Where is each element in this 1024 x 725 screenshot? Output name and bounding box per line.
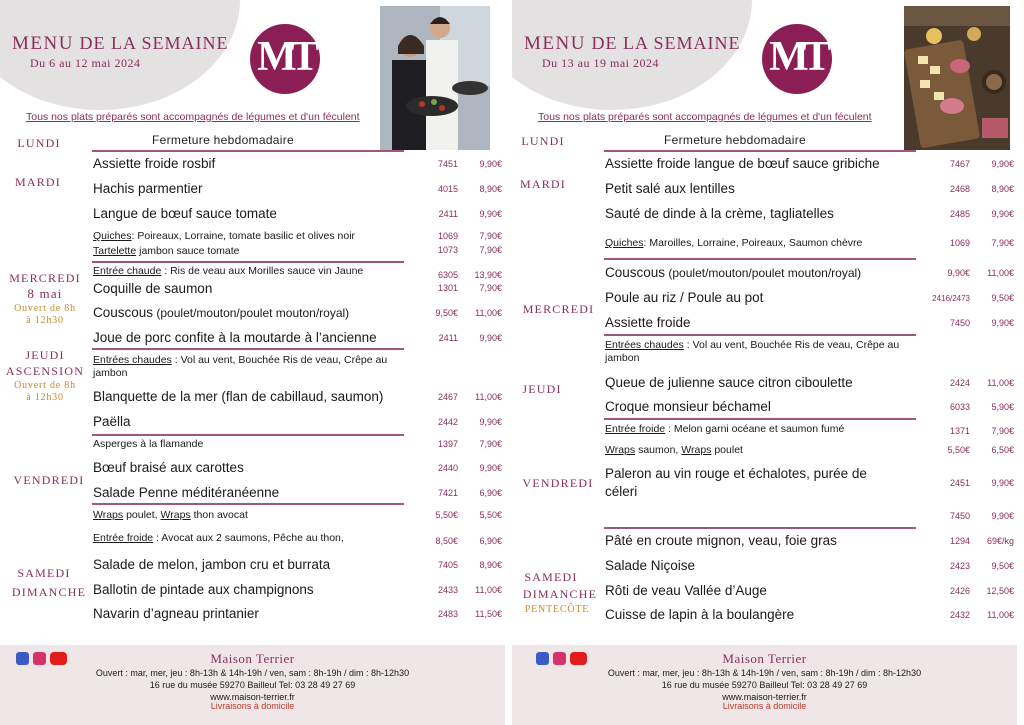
day-vendredi: VENDREDI — [13, 473, 85, 487]
day-separator — [604, 334, 916, 336]
day-mardi: MARDI — [519, 177, 566, 191]
item-price: 9,90€ — [991, 318, 1014, 328]
item-code: 7405 — [437, 560, 458, 570]
menu-item: Cuisse de lapin à la boulangère — [605, 607, 795, 622]
item-price: 11,50€ — [475, 609, 502, 619]
item-price: 6,90€ — [479, 488, 502, 498]
item-code: 1371 — [949, 426, 970, 436]
item-price: 7,90€ — [479, 245, 502, 255]
item-code: 6033 — [949, 402, 970, 412]
header-blob — [0, 0, 240, 110]
item-code: 2442 — [437, 417, 458, 427]
item-code: 2433 — [437, 585, 458, 595]
item-code: 9,50€ — [435, 308, 458, 318]
item-code: 7421 — [437, 488, 458, 498]
day-dimanche: DIMANCHE — [11, 585, 87, 599]
item-price: 8,90€ — [479, 560, 502, 570]
day-separator — [92, 503, 404, 505]
item-code: 2483 — [437, 609, 458, 619]
opening-hours: Ouvert : mar, mer, jeu : 8h-13h & 14h-19h / ven, sam : 8h-19h / dim : 8h-12h30 — [95, 668, 410, 678]
item-price: 7,90€ — [479, 231, 502, 241]
day-mardi: MARDI — [14, 175, 61, 189]
item-price: 9,90€ — [991, 209, 1014, 219]
item-price: 9,50€ — [991, 561, 1014, 571]
item-price: 7,90€ — [479, 283, 502, 293]
day-separator — [604, 527, 916, 529]
item-price: 13,90€ — [474, 270, 502, 280]
item-price: 5,90€ — [991, 402, 1014, 412]
day-jeudi: JEUDI — [522, 382, 562, 396]
item-code: 7451 — [437, 159, 458, 169]
closed-note: Fermeture hebdomadaire — [664, 133, 807, 147]
item-price: 9,50€ — [991, 293, 1014, 303]
item-price: 5,50€ — [479, 510, 502, 520]
menu-item: Asperges à la flamande — [93, 438, 204, 450]
menu-item: Hachis parmentier — [93, 181, 203, 196]
day-note-hours: à 12h30 — [26, 392, 64, 403]
chefs-photo — [380, 6, 490, 150]
address: 16 rue du musée 59270 Bailleul Tel: 03 28 49 27 69 — [149, 680, 356, 690]
menu-item: Ballotin de pintade aux champignons — [93, 582, 314, 597]
day-note-holiday: PENTECÔTE — [524, 604, 590, 615]
menu-item: Wraps saumon, Wraps poulet — [605, 444, 743, 456]
item-price: 69€/kg — [986, 536, 1014, 546]
day-note-hours: à 12h30 — [26, 315, 64, 326]
menu-item: Poule au riz / Poule au pot — [605, 290, 764, 305]
item-price: 9,90€ — [479, 209, 502, 219]
platter-photo — [904, 6, 1010, 150]
item-price: 7,90€ — [479, 439, 502, 449]
day-note-holiday: ASCENSION — [5, 364, 85, 378]
day-dimanche: DIMANCHE — [522, 587, 598, 601]
day-separator — [92, 150, 404, 152]
item-code: 7450 — [949, 511, 970, 521]
menu-item: Entrée froide : Avocat aux 2 saumons, Pêche au thon, — [93, 532, 344, 544]
subtitle-note: Tous nos plats préparés sont accompagnés de légumes et d'un féculent — [26, 111, 360, 123]
logo: MT — [762, 24, 832, 94]
footer — [0, 645, 505, 725]
menu-item: Assiette froide rosbif — [93, 156, 216, 171]
item-code: 2423 — [949, 561, 970, 571]
website-link[interactable]: www.maison-terrier.fr — [722, 692, 807, 702]
header-blob — [512, 0, 752, 110]
day-separator — [92, 348, 404, 350]
footer — [512, 645, 1017, 725]
item-price: 9,90€ — [479, 463, 502, 473]
item-code: 7467 — [949, 159, 970, 169]
day-separator — [604, 150, 916, 152]
day-separator — [92, 261, 404, 263]
brand-name: Maison Terrier — [210, 651, 295, 666]
delivery-note: Livraisons à domicile — [722, 701, 807, 711]
day-jeudi: JEUDI — [25, 348, 65, 362]
day-separator — [92, 434, 404, 436]
day-note-hours: Ouvert de 8h — [14, 380, 76, 391]
menu-item: Salade Penne méditéranéenne — [93, 485, 280, 500]
menu-item: Assiette froide — [605, 315, 691, 330]
menu-item: Wraps poulet, Wraps thon avocat — [93, 509, 248, 521]
menu-item: Blanquette de la mer (flan de cabillaud, saumon) — [93, 389, 384, 404]
opening-hours: Ouvert : mar, mer, jeu : 8h-13h & 14h-19h / ven, sam : 8h-19h / dim : 8h-12h30 — [607, 668, 922, 678]
item-code: 1397 — [437, 439, 458, 449]
menu-dates: Du 6 au 12 mai 2024 — [30, 56, 141, 70]
menu-title: MENU DE LA SEMAINE — [12, 33, 229, 54]
menu-item: Quiches: Poireaux, Lorraine, tomate basilic et olives noir — [93, 230, 356, 242]
item-price: 11,00€ — [475, 392, 502, 402]
item-code: 2467 — [437, 392, 458, 402]
item-code: 1294 — [949, 536, 970, 546]
item-price: 8,90€ — [479, 184, 502, 194]
menu-item: Pâté en croute mignon, veau, foie gras — [605, 533, 837, 548]
menu-item: Entrée chaude : Ris de veau aux Morilles sauce vin Jaune — [93, 265, 364, 277]
website-link[interactable]: www.maison-terrier.fr — [210, 692, 295, 702]
day-samedi: SAMEDI — [524, 570, 578, 584]
day-note-hours: Ouvert de 8h — [14, 303, 76, 314]
item-code: 1301 — [437, 283, 458, 293]
item-price: 7,90€ — [991, 426, 1014, 436]
item-code: 2468 — [949, 184, 970, 194]
menu-item: Couscous (poulet/mouton/poulet mouton/royal) — [605, 265, 862, 280]
item-code: 6305 — [437, 270, 458, 280]
item-code: 2440 — [437, 463, 458, 473]
day-lundi: LUNDI — [17, 136, 61, 150]
day-note-date: 8 mai — [27, 286, 63, 301]
item-code: 1073 — [437, 245, 458, 255]
menu-item: Tartelette jambon sauce tomate — [93, 245, 240, 257]
item-code: 7450 — [949, 318, 970, 328]
item-code: 2424 — [949, 378, 970, 388]
item-price: 9,90€ — [479, 159, 502, 169]
item-price: 6,50€ — [991, 445, 1014, 455]
item-code: 2411 — [438, 209, 458, 219]
menu-dates: Du 13 au 19 mai 2024 — [542, 56, 659, 70]
menu-page-week-1 — [0, 0, 505, 725]
item-price: 7,90€ — [991, 238, 1014, 248]
menu-item: Bœuf braisé aux carottes — [93, 460, 244, 475]
day-vendredi: VENDREDI — [522, 476, 594, 490]
item-price: 12,50€ — [986, 586, 1014, 596]
item-code: 9,90€ — [947, 268, 970, 278]
menu-item: Quiches: Maroilles, Lorraine, Poireaux, Saumon chèvre — [605, 237, 863, 249]
menu-title: MENU DE LA SEMAINE — [524, 33, 741, 54]
menu-item: Croque monsieur béchamel — [605, 399, 771, 414]
item-price: 9,90€ — [991, 159, 1014, 169]
item-code: 1069 — [949, 238, 970, 248]
day-mercredi: MERCREDI — [9, 271, 81, 285]
day-samedi: SAMEDI — [17, 566, 71, 580]
menu-item: Entrée froide : Melon garni océane et saumon fumé — [605, 423, 845, 435]
menu-item: Paleron au vin rouge et échalotes, purée de céleri — [605, 466, 867, 499]
day-mercredi: MERCREDI — [522, 302, 595, 316]
menu-item: Langue de bœuf sauce tomate — [93, 206, 277, 221]
menu-item: Entrées chaudes : Vol au vent, Bouchée Ris de veau, Crêpe au jambon — [605, 339, 900, 364]
menu-item: Salade Niçoise — [605, 558, 696, 573]
item-code: 1069 — [437, 231, 458, 241]
day-lundi: LUNDI — [521, 134, 565, 148]
delivery-note: Livraisons à domicile — [210, 701, 295, 711]
item-code: 2426 — [949, 586, 970, 596]
item-price: 11,00€ — [987, 378, 1014, 388]
item-price: 9,90€ — [991, 478, 1014, 488]
item-code: 5,50€ — [947, 445, 970, 455]
menu-item: Assiette froide langue de bœuf sauce gribiche — [605, 156, 880, 171]
logo: MT — [250, 24, 320, 94]
menu-item: Couscous (poulet/mouton/poulet mouton/royal) — [93, 305, 350, 320]
item-code: 2416/2473 — [932, 294, 970, 303]
item-code: 2485 — [949, 209, 970, 219]
menu-item: Navarin d’agneau printanier — [93, 606, 259, 621]
menu-item: Salade de melon, jambon cru et burrata — [93, 557, 331, 572]
menu-item: Queue de julienne sauce citron ciboulette — [605, 375, 853, 390]
menu-item: Sauté de dinde à la crème, tagliatelles — [605, 206, 834, 221]
menu-item: Entrées chaudes : Vol au vent, Bouchée Ris de veau, Crêpe au jambon — [93, 354, 388, 379]
item-price: 6,90€ — [479, 536, 502, 546]
item-code: 5,50€ — [435, 510, 458, 520]
day-separator — [604, 418, 916, 420]
item-code: 2432 — [949, 610, 970, 620]
item-code: 4015 — [437, 184, 458, 194]
item-price: 8,90€ — [991, 184, 1014, 194]
closed-note: Fermeture hebdomadaire — [152, 133, 295, 147]
item-code: 2451 — [949, 478, 970, 488]
menu-item: Joue de porc confite à la moutarde à l’ancienne — [93, 330, 377, 345]
item-code: 2411 — [438, 333, 458, 343]
subtitle-note: Tous nos plats préparés sont accompagnés de légumes et d'un féculent — [538, 111, 872, 123]
menu-page-week-2 — [512, 0, 1017, 725]
menu-item: Rôti de veau Vallée d’Auge — [605, 583, 767, 598]
item-price: 11,00€ — [475, 585, 502, 595]
item-code: 8,50€ — [435, 536, 458, 546]
item-price: 9,90€ — [991, 511, 1014, 521]
menu-item: Paëlla — [93, 414, 131, 429]
brand-name: Maison Terrier — [722, 651, 807, 666]
item-price: 11,00€ — [987, 268, 1014, 278]
item-price: 11,00€ — [475, 308, 502, 318]
item-price: 9,90€ — [479, 333, 502, 343]
item-price: 9,90€ — [479, 417, 502, 427]
address: 16 rue du musée 59270 Bailleul Tel: 03 28 49 27 69 — [661, 680, 868, 690]
menu-item: Coquille de saumon — [93, 281, 213, 296]
menu-item: Petit salé aux lentilles — [605, 181, 735, 196]
item-price: 11,00€ — [987, 610, 1014, 620]
day-separator — [604, 258, 916, 260]
